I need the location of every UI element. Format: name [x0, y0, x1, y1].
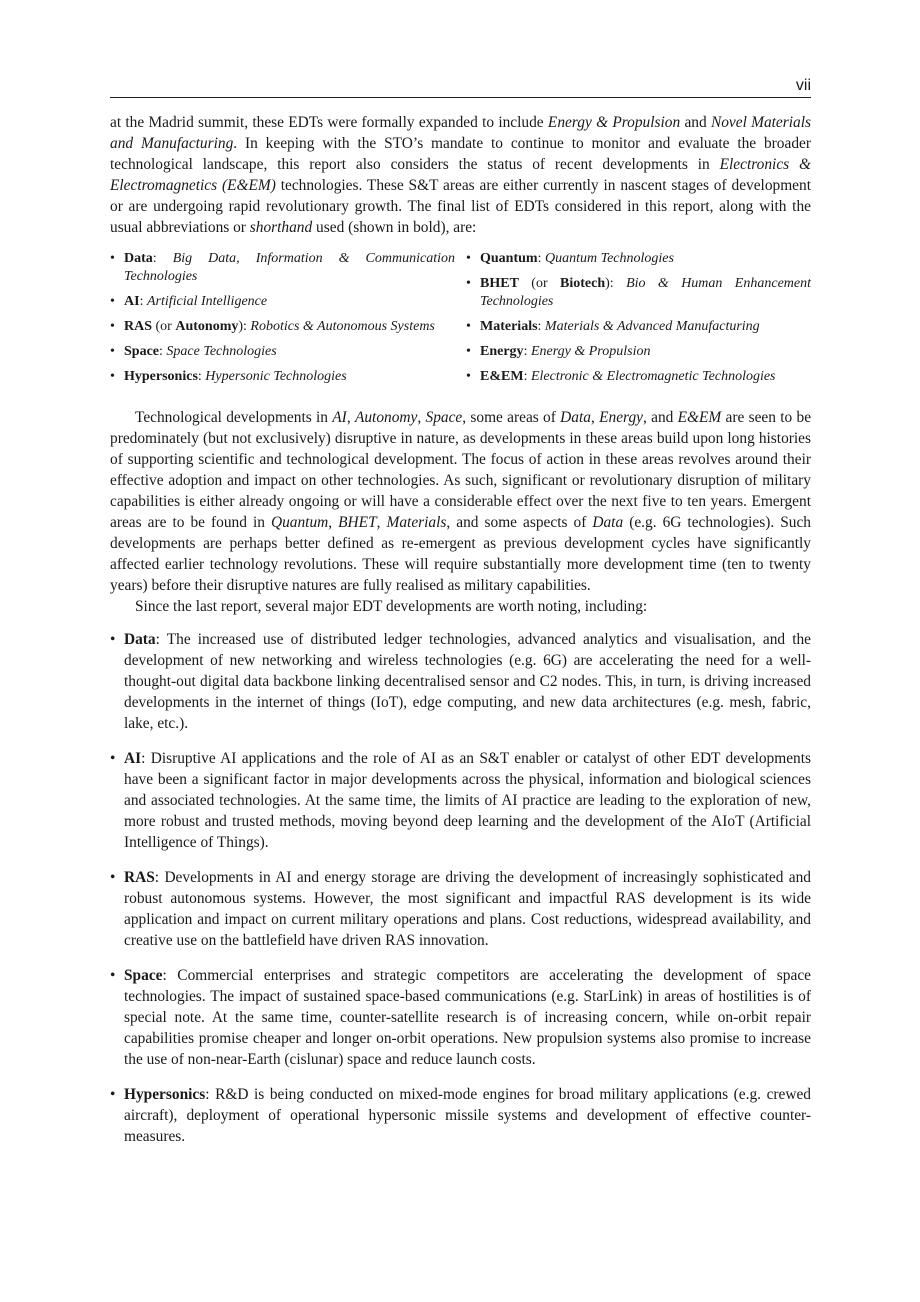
edt-alt-abbreviation: Biotech — [560, 276, 606, 291]
edt-abbreviation: Data — [124, 251, 153, 266]
intro-text: used (shown in bold), are: — [312, 219, 477, 236]
para-text: , — [376, 514, 387, 531]
edt-item: • Data: Big Data, Information & Communication Technologies — [110, 250, 455, 286]
intro-emphasis: Novel Materials and Manufacturing — [110, 114, 811, 152]
edt-full-name: Bio & Human Enhancement Technologies — [480, 276, 811, 309]
intro-text: technologies. These S&T areas are either currently in nascent stages of development or are undergoing rapid revolutionary growth. The final list of EDTs considered in this report, along with the usual abbreviations or — [110, 177, 811, 236]
development-item — [110, 1084, 811, 1147]
edt-full-name: Electronic & Electromagnetic Technologies — [530, 369, 776, 384]
edt-abbreviation: Materials — [480, 319, 538, 334]
edt-list — [110, 250, 811, 393]
developments-list — [110, 629, 811, 1147]
intro-emphasis: shorthand — [249, 219, 313, 236]
edt-alt-prefix: (or — [518, 276, 561, 291]
para-emphasis: Autonomy — [354, 409, 418, 426]
edt-abbreviation: Quantum — [480, 251, 538, 266]
para-emphasis: Data — [592, 514, 624, 531]
para-emphasis: Energy — [599, 409, 643, 426]
development-text: : Developments in AI and energy storage are driving the development of increasingly sophisticated and robust autonomous systems. However, the most significant and impactful RAS development is its wide application and impact on current military operations and plans. Cost reductions, widespread availability, and creative use on the battlefield have driven RAS innovation. — [124, 869, 811, 949]
edt-full-name: Hypersonic Technologies — [205, 369, 347, 384]
edt-full-name: Big Data, Information & Communication Technologies — [124, 251, 455, 284]
edt-item: • BHET (or Biotech): Bio & Human Enhancement Technologies — [466, 275, 811, 311]
edt-full-name: Energy & Propulsion — [530, 344, 651, 359]
intro-text: at the Madrid summit, these EDTs were formally expanded to include — [110, 114, 548, 131]
edt-alt-abbreviation: Autonomy — [175, 319, 239, 334]
edt-full-name: Robotics & Autonomous Systems — [250, 319, 435, 334]
edt-abbreviation: BHET — [480, 276, 519, 291]
para-emphasis: Data — [560, 409, 591, 426]
para-emphasis: Quantum — [270, 514, 329, 531]
edt-full-name: Artificial Intelligence — [146, 294, 268, 309]
para-emphasis: Materials — [386, 514, 447, 531]
edt-item: • Hypersonics: Hypersonic Technologies — [110, 368, 455, 386]
edt-abbreviation: E&EM — [480, 369, 524, 384]
para-text: Technological developments in — [135, 409, 333, 426]
developments-intro-paragraph: Since the last report, several major EDT developments are worth noting, including: — [135, 598, 648, 615]
intro-emphasis: Energy & Propulsion — [547, 114, 681, 131]
edt-abbreviation: Energy — [480, 344, 524, 359]
edt-full-name: Materials & Advanced Manufacturing — [544, 319, 760, 334]
para-text: , — [417, 409, 426, 426]
intro-paragraph — [110, 112, 811, 238]
header-rule — [110, 97, 811, 98]
development-text: : R&D is being conducted on mixed-mode engines for broad military applications (e.g. crewed aircraft), deployment of operational hypersonic missile systems and development of effective counter-measures. — [124, 1086, 811, 1145]
edt-full-name: Space Technologies — [166, 344, 277, 359]
edt-abbreviation: AI — [124, 294, 140, 309]
development-item — [110, 965, 811, 1070]
para-emphasis: E&EM — [677, 409, 722, 426]
page-body — [110, 112, 811, 1161]
para-text: , — [328, 514, 339, 531]
para-text: , — [590, 409, 600, 426]
edt-item: • Quantum: Quantum Technologies — [466, 250, 811, 268]
edt-alt-suffix: ) — [238, 319, 244, 334]
edt-item: • AI: Artificial Intelligence — [110, 293, 455, 311]
development-item — [110, 867, 811, 951]
para-text: , — [346, 409, 355, 426]
edt-item: • E&EM: Electronic & Electromagnetic Technologies — [466, 368, 811, 386]
edt-abbreviation: RAS — [124, 319, 153, 334]
intro-text: . In keeping with the STO’s mandate to continue to monitor and evaluate the broader technological landscape, this report also considers the status of recent developments in — [110, 135, 811, 173]
edt-column-right — [466, 250, 811, 393]
edt-column-left — [110, 250, 455, 393]
edt-item: • RAS (or Autonomy): Robotics & Autonomous Systems — [110, 318, 455, 336]
development-abbreviation: AI — [124, 750, 142, 767]
edt-full-name: Quantum Technologies — [544, 251, 674, 266]
development-abbreviation: RAS — [124, 869, 155, 886]
intro-text: and — [680, 114, 711, 131]
development-text: : Disruptive AI applications and the role of AI as an S&T enabler or catalyst of other EDT developments have been a significant factor in major developments across the physical, information and biological sciences and associated technologies. At the same time, the limits of AI practice are leading to the exploration of new, more robust and trusted methods, moving beyond deep learning and the development of the AIoT (Artificial Intelligence of Things). — [124, 750, 811, 851]
development-item — [110, 629, 811, 734]
edt-alt-prefix: (or — [152, 319, 176, 334]
para-emphasis: AI — [332, 409, 347, 426]
edt-item: • Space: Space Technologies — [110, 343, 455, 361]
para-text: (e.g. 6G technologies). Such developments are perhaps better defined as re-emergent as previous development cycles have significantly affected earlier technology revolutions. These will require substantially more development time (ten to twenty years) before their disruptive natures are fully realised as military capabilities. — [110, 514, 811, 594]
development-text: : Commercial enterprises and strategic competitors are accelerating the development of space technologies. The impact of sustained space-based communications (e.g. StarLink) in areas of hostilities is of special note. At the same time, counter-satellite research is of increasing concern, while on-orbit repair capabilities promise cheaper and longer on-orbit operations. New propulsion systems also promise to increase the use of non-near-Earth (cislunar) space and reduce launch costs. — [124, 967, 811, 1068]
para-text: , some areas of — [462, 409, 561, 426]
development-item — [110, 748, 811, 853]
edt-abbreviation: Space — [124, 344, 159, 359]
para-emphasis: BHET — [338, 514, 377, 531]
edt-abbreviation: Hypersonics — [124, 369, 198, 384]
edt-item: • Energy: Energy & Propulsion — [466, 343, 811, 361]
edt-item: • Materials: Materials & Advanced Manufacturing — [466, 318, 811, 336]
edt-alt-suffix: ) — [605, 276, 610, 291]
development-abbreviation: Hypersonics — [124, 1086, 206, 1103]
para-emphasis: Space — [425, 409, 463, 426]
para-text: , and — [642, 409, 678, 426]
development-abbreviation: Data — [124, 631, 156, 648]
development-abbreviation: Space — [124, 967, 163, 984]
development-text: : The increased use of distributed ledger technologies, advanced analytics and visualisation, and the development of new networking and wireless technologies (e.g. 6G) are accelerating the need for a well-thought-out digital data backbone linking decentralised sensor and C2 nodes. This, in turn, is driving increased developments in the internet of things (IoT), edge computing, and new data architectures (e.g. mesh, fabric, lake, etc.). — [124, 631, 811, 732]
page-number: vii — [795, 77, 811, 94]
para-text: , and some aspects of — [446, 514, 593, 531]
disruptive-emergent-paragraph — [110, 407, 811, 596]
para-text: are seen to be predominately (but not exclusively) disruptive in nature, as developments in these areas build upon long histories of supporting scientific and technological development. The focus of action in these areas revolves around their effective adoption and impact on other technologies. As such, significant or revolutionary disruption of military capabilities is either already ongoing or will have a considerable effect over the next five to ten years. Emergent areas are to be found in — [110, 409, 812, 531]
intro-emphasis: Electronics & Electromagnetics (E&EM) — [110, 156, 811, 194]
